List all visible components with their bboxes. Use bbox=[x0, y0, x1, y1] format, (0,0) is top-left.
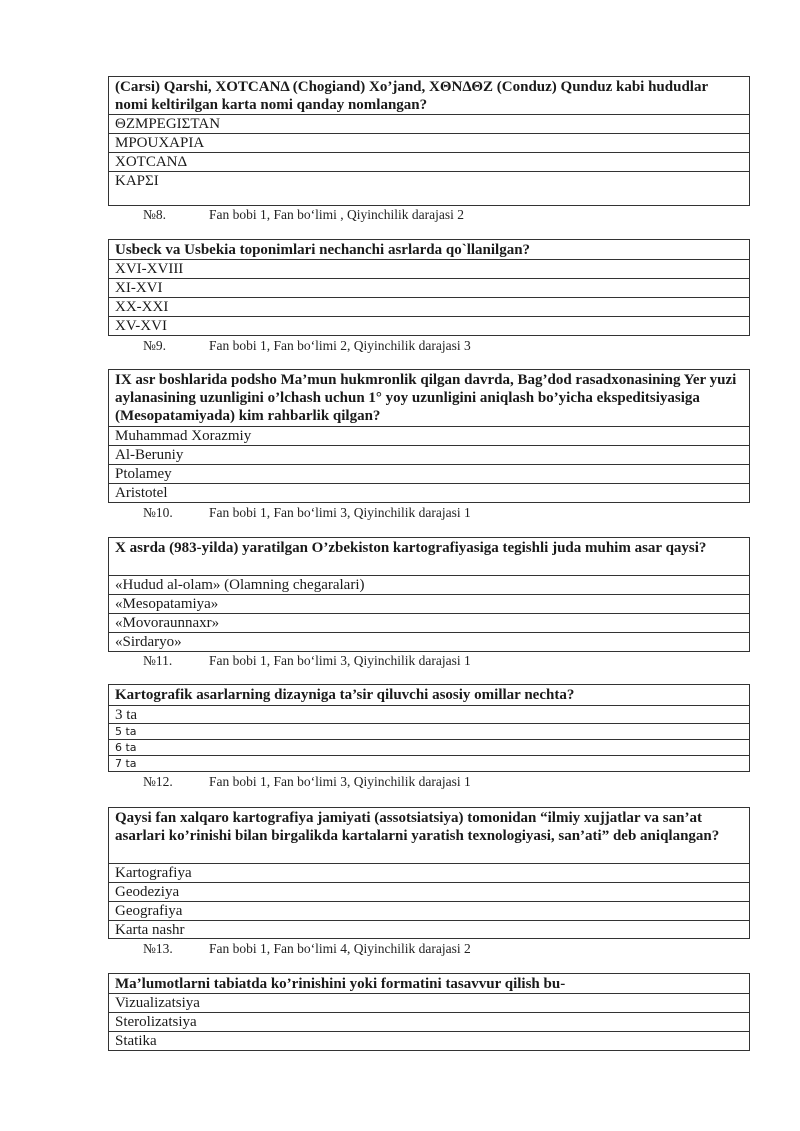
question-text: Kartografik asarlarning dizayniga ta’sir qiluvchi asosiy omillar nechta? bbox=[108, 684, 750, 705]
answer-option: «Sirdaryo» bbox=[108, 632, 750, 652]
question-block-0 bbox=[108, 76, 750, 206]
question-classification: Fan bobi 1, Fan bo‘limi 3, Qiyinchilik darajasi 1 bbox=[209, 653, 471, 668]
answer-option: Geodeziya bbox=[108, 882, 750, 901]
answer-option: «Mesopatamiya» bbox=[108, 594, 750, 613]
question-block-12 bbox=[108, 807, 750, 939]
answer-option: XV-XVI bbox=[108, 316, 750, 336]
question-block-13 bbox=[108, 973, 750, 1051]
question-block-11 bbox=[108, 684, 750, 772]
question-text: (Carsi) Qarshi, XOTCANΔ (Chogiand) Xo’jand, XΘNΔΘZ (Conduz) Qunduz kabi hududlar nomi keltirilgan karta nomi qanday nomlangan? bbox=[108, 76, 750, 114]
answer-option: MPOUXAPIA bbox=[108, 133, 750, 152]
answer-option: XVI-XVIII bbox=[108, 259, 750, 278]
question-text: X asrda (983-yilda) yaratilgan O’zbekiston kartografiyasiga tegishli juda muhim asar qaysi? bbox=[108, 537, 750, 575]
question-classification: Fan bobi 1, Fan bo‘limi 3, Qiyinchilik darajasi 1 bbox=[209, 774, 471, 789]
answer-option: Statika bbox=[108, 1031, 750, 1051]
answer-option: «Hudud al-olam» (Olamning chegaralari) bbox=[108, 575, 750, 594]
question-text: Usbeck va Usbekia toponimlari nechanchi asrlarda qo`llanilgan? bbox=[108, 239, 750, 259]
question-block-10 bbox=[108, 537, 750, 652]
answer-option: «Movoraunnaxr» bbox=[108, 613, 750, 632]
answer-option: 6 ta bbox=[108, 739, 750, 755]
answer-option: ΘZMPEGIΣTAN bbox=[108, 114, 750, 133]
question-classification: Fan bobi 1, Fan bo‘limi 2, Qiyinchilik darajasi 3 bbox=[209, 338, 471, 353]
answer-option: Muhammad Xorazmiy bbox=[108, 426, 750, 445]
question-classification: Fan bobi 1, Fan bo‘limi 4, Qiyinchilik darajasi 2 bbox=[209, 941, 471, 956]
question-classification: Fan bobi 1, Fan bo‘limi , Qiyinchilik darajasi 2 bbox=[209, 207, 464, 222]
answer-option: Vizualizatsiya bbox=[108, 993, 750, 1012]
answer-option: XX-XXI bbox=[108, 297, 750, 316]
answer-option: Aristotel bbox=[108, 483, 750, 503]
answer-option: Karta nashr bbox=[108, 920, 750, 939]
answer-option: Ptolamey bbox=[108, 464, 750, 483]
answer-option: Geografiya bbox=[108, 901, 750, 920]
question-text: Qaysi fan xalqaro kartografiya jamiyati (assotsiatsiya) tomonidan “ilmiy xujjatlar va san’at asarlari ko’rinishi bilan birgalikda kartalarni yaratish texnologiyasi, san’ati” deb aniqlangan? bbox=[108, 807, 750, 863]
question-text: IX asr boshlarida podsho Ma’mun hukmronlik qilgan davrda, Bag’dod rasadxonasining Yer yuzi aylanasining uzunligini o’lchash uchun 1° yoy uzunligini aniqlash bo’yicha ekspeditsiyasiga (Mesopatamiyada) kim rahbarlik qilgan? bbox=[108, 369, 750, 426]
question-text: Ma’lumotlarni tabiatda ko’rinishini yoki formatini tasavvur qilish bu- bbox=[108, 973, 750, 993]
answer-option: 7 ta bbox=[108, 755, 750, 772]
answer-option: XI-XVI bbox=[108, 278, 750, 297]
answer-option: Al-Beruniy bbox=[108, 445, 750, 464]
question-number: №9. bbox=[143, 338, 167, 353]
answer-option: 3 ta bbox=[108, 705, 750, 723]
question-number: №12. bbox=[143, 774, 173, 789]
question-number: №8. bbox=[143, 207, 167, 222]
answer-option: Sterolizatsiya bbox=[108, 1012, 750, 1031]
answer-option: XOTCANΔ bbox=[108, 152, 750, 171]
answer-option: 5 ta bbox=[108, 723, 750, 739]
question-number: №13. bbox=[143, 941, 173, 956]
question-number: №10. bbox=[143, 505, 173, 520]
question-block-8 bbox=[108, 239, 750, 336]
answer-option: Kartografiya bbox=[108, 863, 750, 882]
question-block-9 bbox=[108, 369, 750, 503]
answer-option: KAPΣI bbox=[108, 171, 750, 206]
question-number: №11. bbox=[143, 653, 173, 668]
question-classification: Fan bobi 1, Fan bo‘limi 3, Qiyinchilik darajasi 1 bbox=[209, 505, 471, 520]
